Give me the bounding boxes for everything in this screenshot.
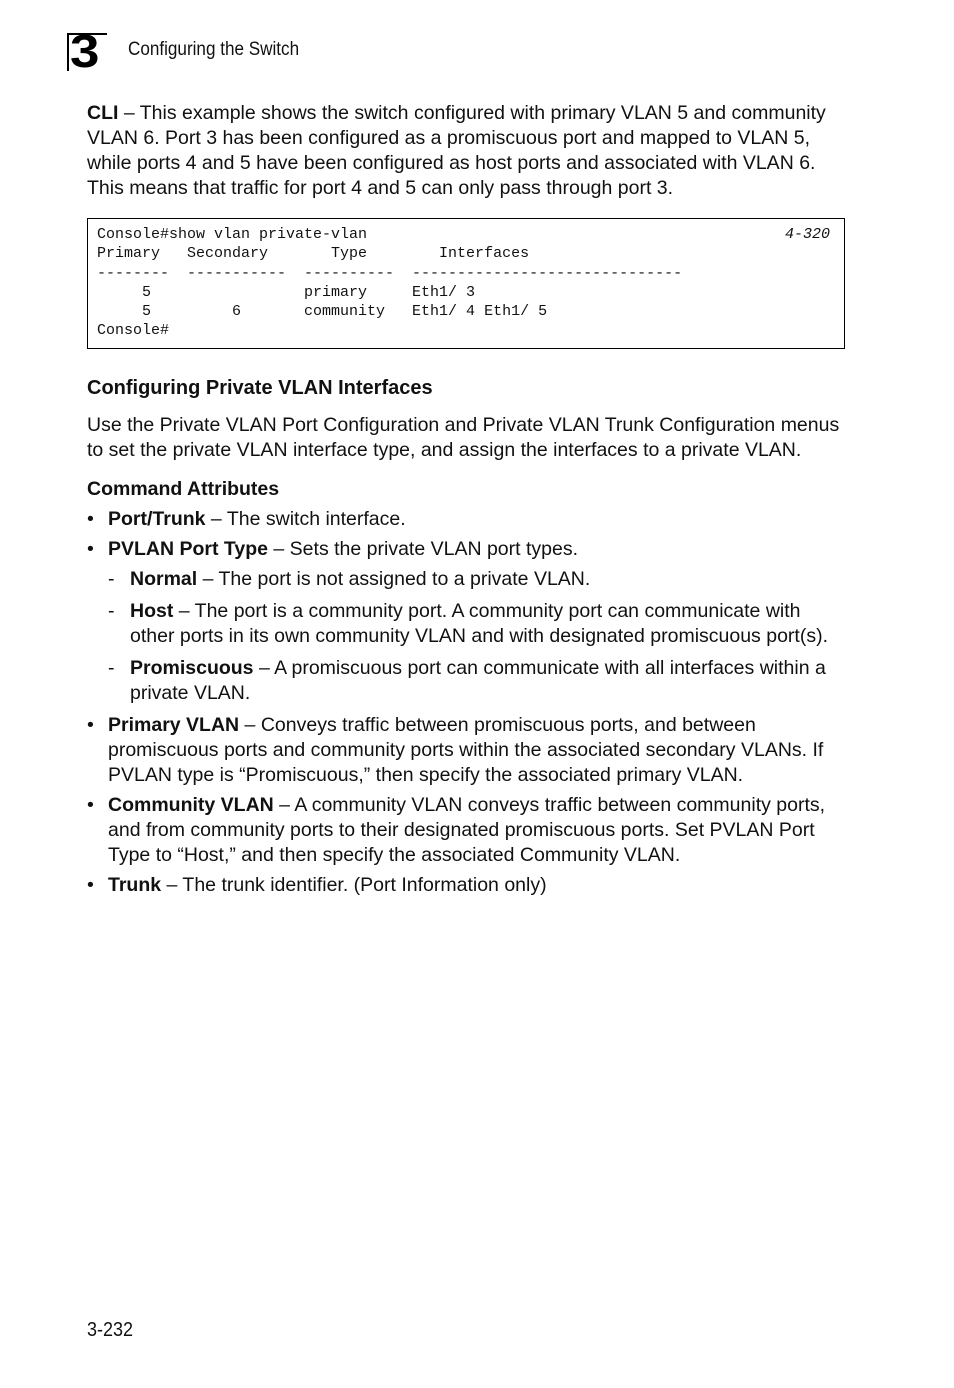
chapter-title: Configuring the Switch: [128, 39, 300, 60]
port-type-desc: – The port is a community port. A community port can communicate with other ports in its own community VLAN and with designated promiscuous port(s).: [130, 600, 828, 647]
list-item: [108, 599, 847, 649]
section-heading: Configuring Private VLAN Interfaces: [87, 377, 433, 399]
list-item: [87, 873, 847, 898]
list-item: [87, 537, 847, 706]
bullet: •: [87, 714, 94, 736]
port-type-desc: – A promiscuous port can communicate with all interfaces within a private VLAN.: [130, 657, 826, 704]
port-type-term: Promiscuous: [130, 657, 254, 679]
attribute-desc: – The trunk identifier. (Port Information only): [161, 874, 547, 896]
list-item: [108, 567, 847, 592]
intro-text: – This example shows the switch configured with primary VLAN 5 and community VLAN 6. Port 3 has been configured as a promiscuous port and mapped to VLAN 5, while ports 4 and 5 have been configured as host ports and associated with VLAN 6. This means that traffic for port 4 and 5 can only pass through port 3.: [87, 102, 826, 199]
port-type-term: Host: [130, 600, 174, 622]
attribute-term: Trunk: [108, 874, 162, 896]
command-reference: 4-320: [784, 226, 830, 243]
bullet: •: [87, 794, 94, 816]
dash: -: [108, 600, 115, 622]
dash: -: [108, 568, 115, 590]
list-item: [87, 507, 847, 532]
chapter-number: 3: [70, 25, 100, 77]
attribute-term: Community VLAN: [108, 794, 274, 816]
intro-paragraph: [87, 101, 847, 201]
section-paragraph: Use the Private VLAN Port Configuration and Private VLAN Trunk Configuration menus to set the private VLAN interface type, and assign the interfaces to a private VLAN.: [87, 414, 840, 461]
port-type-term: Normal: [130, 568, 198, 590]
attribute-list: [87, 507, 847, 898]
list-item: [87, 793, 847, 868]
attribute-desc: – Conveys traffic between promiscuous ports, and between promiscuous ports and community ports within the associated secondary VLANs. If PVLAN type is “Promiscuous,” then specify the associated primary VLAN.: [108, 714, 824, 786]
attribute-desc: – A community VLAN conveys traffic between community ports, and from community ports to their designated promiscuous ports. Set PVLAN Port Type to “Host,” and then specify the associated Community VLAN.: [108, 794, 826, 866]
attribute-desc: – Sets the private VLAN port types.: [268, 538, 578, 560]
port-type-desc: – The port is not assigned to a private VLAN.: [197, 568, 591, 590]
intro-lead: CLI: [87, 102, 119, 124]
attribute-term: PVLAN Port Type: [108, 538, 268, 560]
attribute-term: Port/Trunk: [108, 508, 206, 530]
list-item: [87, 713, 847, 788]
cli-example-box: [87, 218, 845, 349]
bullet: •: [87, 538, 94, 560]
list-item: [108, 656, 847, 706]
page-number: 3-232: [87, 1319, 134, 1341]
page-content: [87, 101, 847, 903]
attributes-heading: Command Attributes: [87, 478, 280, 500]
attribute-term: Primary VLAN: [108, 714, 240, 736]
bullet: •: [87, 508, 94, 530]
cli-output: Console#show vlan private-vlan Primary Secondary Type Interfaces -------- ----------- ---------- ------------------------------ 5 primary Eth1/ 3 5 6 community Eth1/ 4 Eth1/ 5 Console#: [97, 226, 683, 340]
dash: -: [108, 657, 115, 679]
port-type-list: [108, 567, 847, 706]
attribute-desc: – The switch interface.: [205, 508, 406, 530]
bullet: •: [87, 874, 94, 896]
